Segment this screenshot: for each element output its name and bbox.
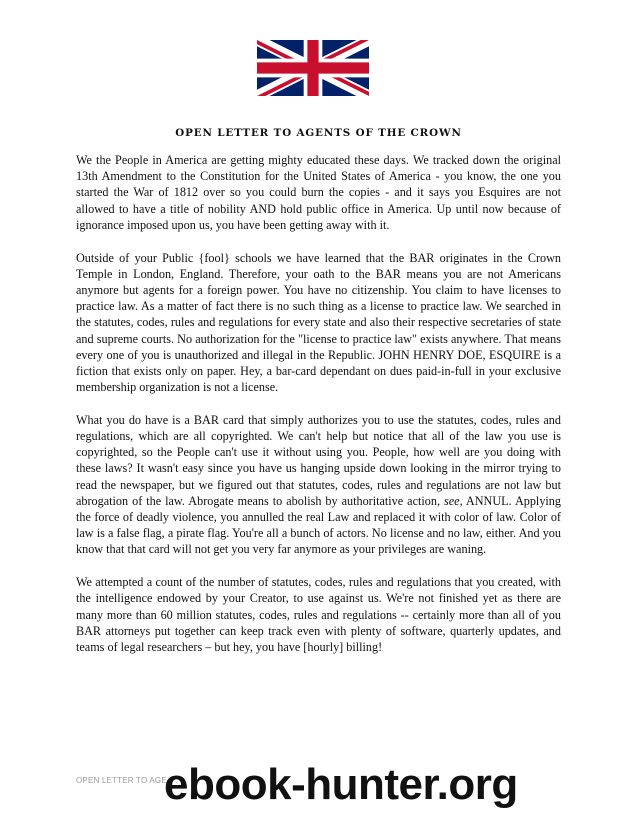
- paragraph-text-continued: , ANNUL. Applying the force of deadly violence, you annulled the real Law and replaced it with color of law. Color of law is a false flag, a pirate flag. You're all a bunch of actors. No license and no law, either. And you know that that card will not get you very far anymore as your privileges are waning.: [76, 493, 561, 557]
- paragraph-4: [76, 574, 561, 655]
- paragraph-text: What you do have is a BAR card that simply authorizes you to use the statutes, codes, rules and regulations, which are all copyrighted. We can't help but notice that all of the law you use is copyrighted, so the People can't use it without using you. People, how well are you doing with these laws? It wasn't easy since you have us hanging upside down looking in the mirror trying to read the newspaper, but we figured out that statutes, codes, rules and regulations are not law but abrogation of the law. Abrogate means to abolish by authoritative action,: [76, 412, 561, 508]
- paragraph-2: [76, 250, 561, 396]
- paragraph-3: [76, 412, 561, 558]
- document-title: OPEN LETTER TO AGENTS OF THE CROWN: [175, 127, 462, 139]
- union-jack-flag-icon: [257, 40, 369, 96]
- paragraph-1: [76, 152, 561, 233]
- page-footer: OPEN LETTER TO AGE: [76, 776, 167, 785]
- letter-body: [76, 152, 561, 672]
- watermark-text: ebook-hunter.org: [164, 760, 518, 809]
- paragraph-text: We the People in America are getting mighty educated these days. We tracked down the original 13th Amendment to the Constitution for the United States of America - you know, the one you started the War of 1812 over so you could burn the copies - and it says you Esquires are not allowed to have a title of nobility AND hold public office in America. Up until now because of ignorance imposed upon us, you have been getting away with it.: [76, 153, 561, 232]
- paragraph-text: We attempted a count of the number of statutes, codes, rules and regulations that you created, with the intelligence endowed by your Creator, to use against us. We're not finished yet as there are many more than 60 million statutes, codes, rules and regulations -- certainly more than all of you BAR attorneys put together can keep track even with plenty of software, quarterly updates, and teams of legal researchers – but hey, you have [hourly] billing!: [76, 575, 561, 654]
- emphasis-see: see: [444, 493, 460, 508]
- paragraph-text: Outside of your Public {fool} schools we have learned that the BAR originates in the Crown Temple in London, England. Therefore, your oath to the BAR means you are not Americans anymore but agents for a foreign power. You have no citizenship. You claim to have licenses to practice law. As a matter of fact there is no such thing as a license to practice law. We searched in the statutes, codes, rules and regulations for every state and also their respective secretaries of state and supreme courts. No authorization for the "license to practice law" exists anywhere. That means every one of you is unauthorized and illegal in the Republic. JOHN HENRY DOE, ESQUIRE is a fiction that exists only on paper. Hey, a bar-card dependant on dues paid-in-full in your exclusive membership organization is not a license.: [76, 250, 561, 395]
